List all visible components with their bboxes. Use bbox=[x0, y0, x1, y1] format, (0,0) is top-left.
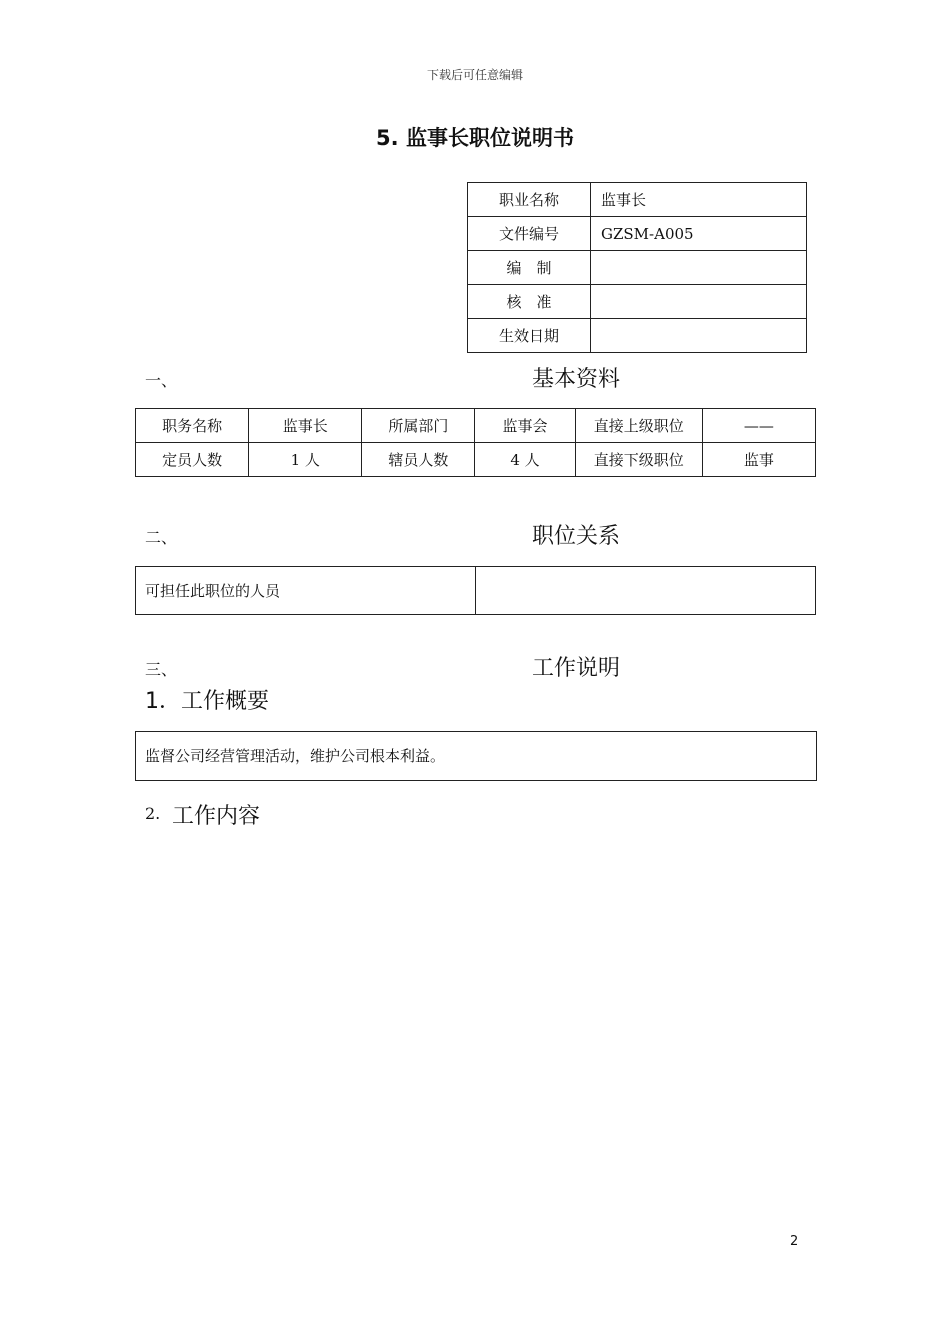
info-label: 编 制 bbox=[468, 251, 591, 285]
section-2-number: 二、 bbox=[145, 528, 178, 547]
info-value bbox=[591, 251, 807, 285]
basic-row-2 bbox=[136, 443, 816, 477]
page-number: 2 bbox=[790, 1234, 799, 1249]
info-row-file-number bbox=[468, 217, 807, 251]
basic-cell: 所属部门 bbox=[362, 409, 475, 443]
position-relation-table bbox=[135, 566, 816, 615]
work-content-heading: 工作内容 bbox=[172, 804, 261, 829]
basic-cell: 监事会 bbox=[475, 409, 575, 443]
section-3-title: 工作说明 bbox=[532, 656, 621, 681]
basic-cell: 职务名称 bbox=[136, 409, 249, 443]
info-label: 文件编号 bbox=[468, 217, 591, 251]
info-value: GZSM-A005 bbox=[591, 217, 807, 251]
info-row-approved-by bbox=[468, 285, 807, 319]
section-3-number: 三、 bbox=[145, 660, 178, 679]
info-row-effective-date bbox=[468, 319, 807, 353]
basic-cell: 直接上级职位 bbox=[575, 409, 702, 443]
work-content-number: 2. bbox=[145, 804, 161, 823]
info-value: 监事长 bbox=[591, 183, 807, 217]
info-label: 职业名称 bbox=[468, 183, 591, 217]
basic-cell: 定员人数 bbox=[136, 443, 249, 477]
info-value bbox=[591, 319, 807, 353]
basic-cell: 1 人 bbox=[249, 443, 362, 477]
basic-info-table bbox=[135, 408, 816, 477]
info-row-position-name bbox=[468, 183, 807, 217]
basic-cell: 监事长 bbox=[249, 409, 362, 443]
section-2-title: 职位关系 bbox=[532, 524, 621, 549]
work-summary-box: 监督公司经营管理活动，维护公司根本利益。 bbox=[135, 731, 817, 781]
relation-value bbox=[476, 567, 816, 615]
info-label: 核 准 bbox=[468, 285, 591, 319]
basic-cell: 直接下级职位 bbox=[575, 443, 702, 477]
document-info-table bbox=[467, 182, 807, 353]
basic-cell: —— bbox=[702, 409, 815, 443]
header-note: 下载后可任意编辑 bbox=[426, 68, 523, 82]
basic-row-1 bbox=[136, 409, 816, 443]
document-title: 5. 监事长职位说明书 bbox=[376, 126, 574, 150]
info-row-compiled-by bbox=[468, 251, 807, 285]
section-1-number: 一、 bbox=[145, 371, 178, 390]
section-1-title: 基本资料 bbox=[532, 367, 621, 392]
relation-row bbox=[136, 567, 816, 615]
basic-cell: 辖员人数 bbox=[362, 443, 475, 477]
relation-label: 可担任此职位的人员 bbox=[136, 567, 476, 615]
basic-cell: 4 人 bbox=[475, 443, 575, 477]
basic-cell: 监事 bbox=[702, 443, 815, 477]
work-summary-heading: 1．工作概要 bbox=[145, 689, 269, 714]
info-label: 生效日期 bbox=[468, 319, 591, 353]
info-value bbox=[591, 285, 807, 319]
